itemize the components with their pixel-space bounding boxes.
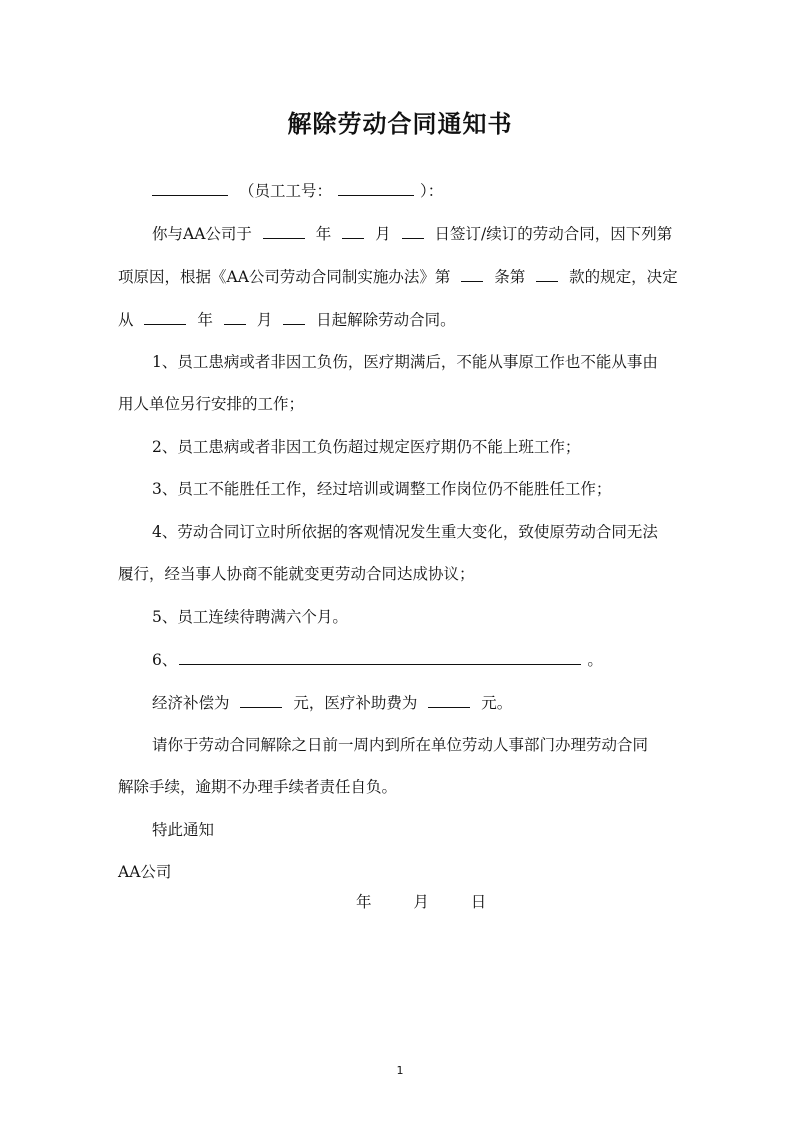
item-4-line1: 4、劳动合同订立时所依据的客观情况发生重大变化，致使原劳动合同无法 [152, 523, 658, 541]
item-5: 5、员工连续待聘满六个月。 [152, 608, 348, 626]
para1-line1 [152, 223, 672, 244]
instruction-line2: 解除手续，逾期不办理手续者责任自负。 [118, 778, 398, 796]
sign-year-blank[interactable] [263, 223, 305, 239]
sign-month-blank[interactable] [342, 223, 364, 239]
date-year-label: 年 [356, 893, 372, 911]
item-6 [152, 649, 603, 670]
para1-line3 [118, 309, 456, 330]
item-6-suffix: 。 [587, 651, 603, 669]
employee-id-blank[interactable] [338, 180, 414, 196]
year-label: 年 [197, 311, 213, 329]
sign-day-blank[interactable] [402, 223, 424, 239]
signature-date [356, 890, 486, 912]
para1-text: 你与AA公司于 [152, 225, 252, 243]
page-number: 1 [396, 1064, 404, 1077]
clause-blank[interactable] [536, 266, 558, 282]
compensation-line [152, 692, 512, 713]
item-4-line2: 履行，经当事人协商不能就变更劳动合同达成协议； [118, 565, 475, 583]
para1-line2 [118, 266, 678, 287]
month-label: 月 [256, 311, 273, 329]
month-label: 月 [375, 225, 391, 243]
item-1-line1: 1、员工患病或者非因工负伤，医疗期满后，不能从事原工作也不能从事由 [152, 353, 658, 371]
year-label: 年 [315, 225, 332, 243]
economic-compensation-blank[interactable] [240, 692, 282, 708]
item-3: 3、员工不能胜任工作，经过培训或调整工作岗位仍不能胜任工作； [152, 480, 612, 498]
para1-text: 款的规定，决定 [569, 268, 678, 286]
para1-text: 条第 [494, 268, 526, 286]
addressee-close: ）： [419, 182, 444, 200]
date-month-label: 月 [413, 893, 429, 911]
end-year-blank[interactable] [144, 309, 186, 325]
item-1-line2: 用人单位另行安排的工作； [118, 395, 305, 413]
para1-text: 日签订/续订的劳动合同，因下列第 [434, 225, 673, 243]
instruction-line1: 请你于劳动合同解除之日前一周内到所在单位劳动人事部门办理劳动合同 [152, 736, 649, 754]
document-title: 解除劳动合同通知书 [287, 109, 513, 138]
para1-text: 日起解除劳动合同。 [316, 311, 456, 329]
compensation-label: 经济补偿为 [152, 694, 230, 712]
item-2: 2、员工患病或者非因工负伤超过规定医疗期仍不能上班工作； [152, 438, 581, 456]
medical-subsidy-label: 元，医疗补助费为 [293, 694, 418, 712]
currency-label: 元。 [481, 694, 513, 712]
employee-name-blank[interactable] [152, 180, 228, 196]
other-reason-blank[interactable] [179, 649, 581, 665]
para1-text: 项原因，根据《AA公司劳动合同制实施办法》第 [118, 268, 451, 286]
article-blank[interactable] [461, 266, 483, 282]
company-name: AA公司 [118, 863, 172, 881]
para1-text: 从 [118, 311, 134, 329]
item-6-prefix: 6、 [152, 651, 178, 669]
employee-id-label: （员工工号： [238, 182, 332, 200]
date-day-label: 日 [470, 893, 487, 911]
medical-subsidy-blank[interactable] [428, 692, 470, 708]
addressee-line [152, 180, 443, 201]
end-month-blank[interactable] [224, 309, 246, 325]
notice-text: 特此通知 [152, 821, 215, 839]
end-day-blank[interactable] [283, 309, 305, 325]
